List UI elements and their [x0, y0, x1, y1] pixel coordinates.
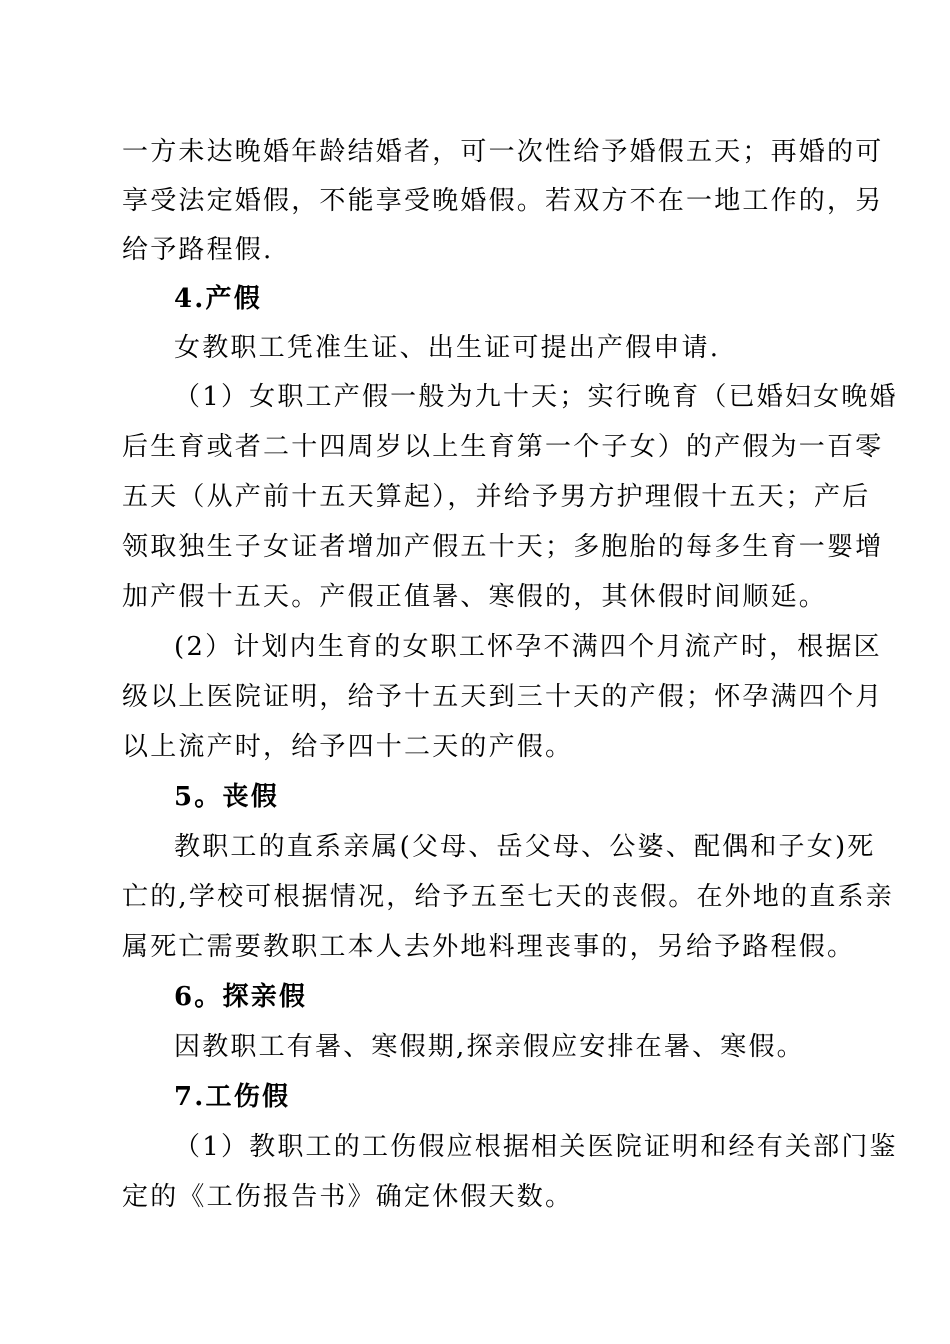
paragraph-line: 教职工的直系亲属(父母、岳父母、公婆、配偶和子女)死 [174, 832, 876, 862]
paragraph-line: 一方未达晚婚年龄结婚者，可一次性给予婚假五天；再婚的可 [122, 137, 884, 167]
paragraph-line: 属死亡需要教职工本人去外地料理丧事的，另给予路程假。 [122, 932, 856, 962]
paragraph-line: 因教职工有暑、寒假期,探亲假应安排在暑、寒假。 [174, 1032, 805, 1062]
paragraph-line: 亡的,学校可根据情况，给予五至七天的丧假。在外地的直系亲 [122, 882, 894, 912]
section-heading-funeral-leave: 5。丧假 [174, 782, 279, 812]
paragraph-line: 加产假十五天。产假正值暑、寒假的，其休假时间顺延。 [122, 582, 828, 612]
paragraph-line: 后生育或者二十四周岁以上生育第一个子女）的产假为一百零 [122, 432, 884, 462]
section-heading-maternity-leave: 4.产假 [174, 284, 262, 314]
paragraph-line: 给予路程假. [122, 235, 274, 265]
paragraph-line: 领取独生子女证者增加产假五十天；多胞胎的每多生育一婴增 [122, 532, 884, 562]
paragraph-line: 以上流产时，给予四十二天的产假。 [122, 732, 574, 762]
paragraph-line: （1）女职工产假一般为九十天；实行晚育（已婚妇女晚婚 [174, 382, 898, 412]
paragraph-line: 享受法定婚假，不能享受晚婚假。若双方不在一地工作的，另 [122, 186, 884, 216]
paragraph-line: 女教职工凭准生证、出生证可提出产假申请. [174, 333, 721, 363]
section-heading-family-visit-leave: 6。探亲假 [174, 982, 308, 1012]
paragraph-line: （1）教职工的工伤假应根据相关医院证明和经有关部门鉴 [174, 1132, 898, 1162]
paragraph-line: 定的《工伤报告书》确定休假天数。 [122, 1182, 574, 1212]
section-heading-work-injury-leave: 7.工伤假 [174, 1082, 291, 1112]
paragraph-line: (2）计划内生育的女职工怀孕不满四个月流产时，根据区 [174, 632, 882, 662]
paragraph-line: 级以上医院证明，给予十五天到三十天的产假；怀孕满四个月 [122, 682, 884, 712]
paragraph-line: 五天（从产前十五天算起），并给予男方护理假十五天；产后 [122, 482, 871, 512]
